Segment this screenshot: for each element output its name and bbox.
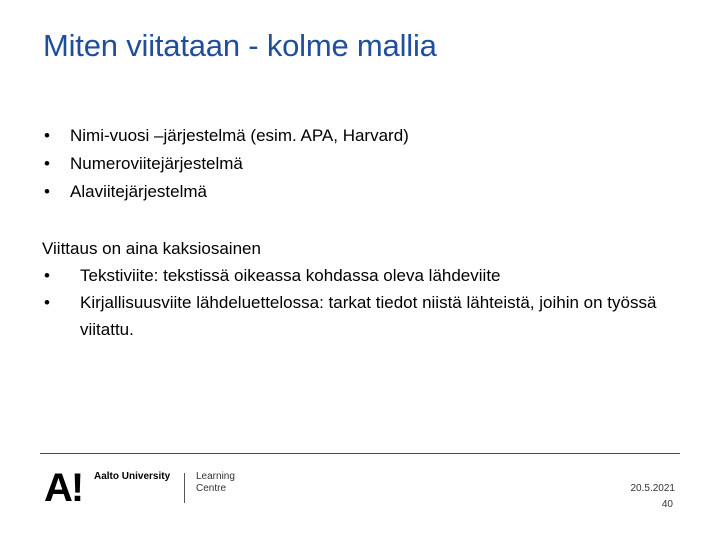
list-item bbox=[42, 289, 692, 343]
list-item-text: Kirjallisuusviite lähdeluettelossa: tarkat tiedot niistä lähteistä, joihin on työssä viitattu. bbox=[80, 293, 657, 339]
list-item-text: Numeroviitejärjestelmä bbox=[70, 154, 243, 173]
bullet-icon: • bbox=[44, 154, 50, 173]
list-item bbox=[44, 150, 409, 178]
footer-date: 20.5.2021 bbox=[630, 483, 675, 494]
bullet-list-bottom bbox=[42, 262, 692, 343]
list-item bbox=[42, 262, 692, 289]
slide-title: Miten viitataan - kolme mallia bbox=[43, 28, 437, 63]
logo-unit-name bbox=[196, 471, 235, 495]
bullet-icon: • bbox=[44, 293, 50, 312]
list-item-text: Alaviitejärjestelmä bbox=[70, 182, 207, 201]
list-item-text: Nimi-vuosi –järjestelmä (esim. APA, Harvard) bbox=[70, 126, 409, 145]
logo-university-name: Aalto University bbox=[94, 471, 171, 482]
bullet-icon: • bbox=[44, 266, 50, 285]
bullet-list-top bbox=[44, 122, 409, 206]
list-item-text: Tekstiviite: tekstissä oikeassa kohdassa oleva lähdeviite bbox=[80, 266, 501, 285]
bullet-icon: • bbox=[44, 182, 50, 201]
logo-separator bbox=[184, 473, 185, 503]
section-lead: Viittaus on aina kaksiosainen bbox=[42, 239, 261, 258]
footer-divider bbox=[40, 453, 680, 454]
list-item bbox=[44, 122, 409, 150]
bullet-icon: • bbox=[44, 126, 50, 145]
citation-section bbox=[42, 235, 692, 343]
logo-unit-line: Learning bbox=[196, 471, 235, 482]
logo-unit-line: Centre bbox=[196, 483, 227, 494]
page-number: 40 bbox=[661, 499, 673, 510]
list-item bbox=[44, 178, 409, 206]
logo-mark: A! bbox=[44, 466, 83, 510]
